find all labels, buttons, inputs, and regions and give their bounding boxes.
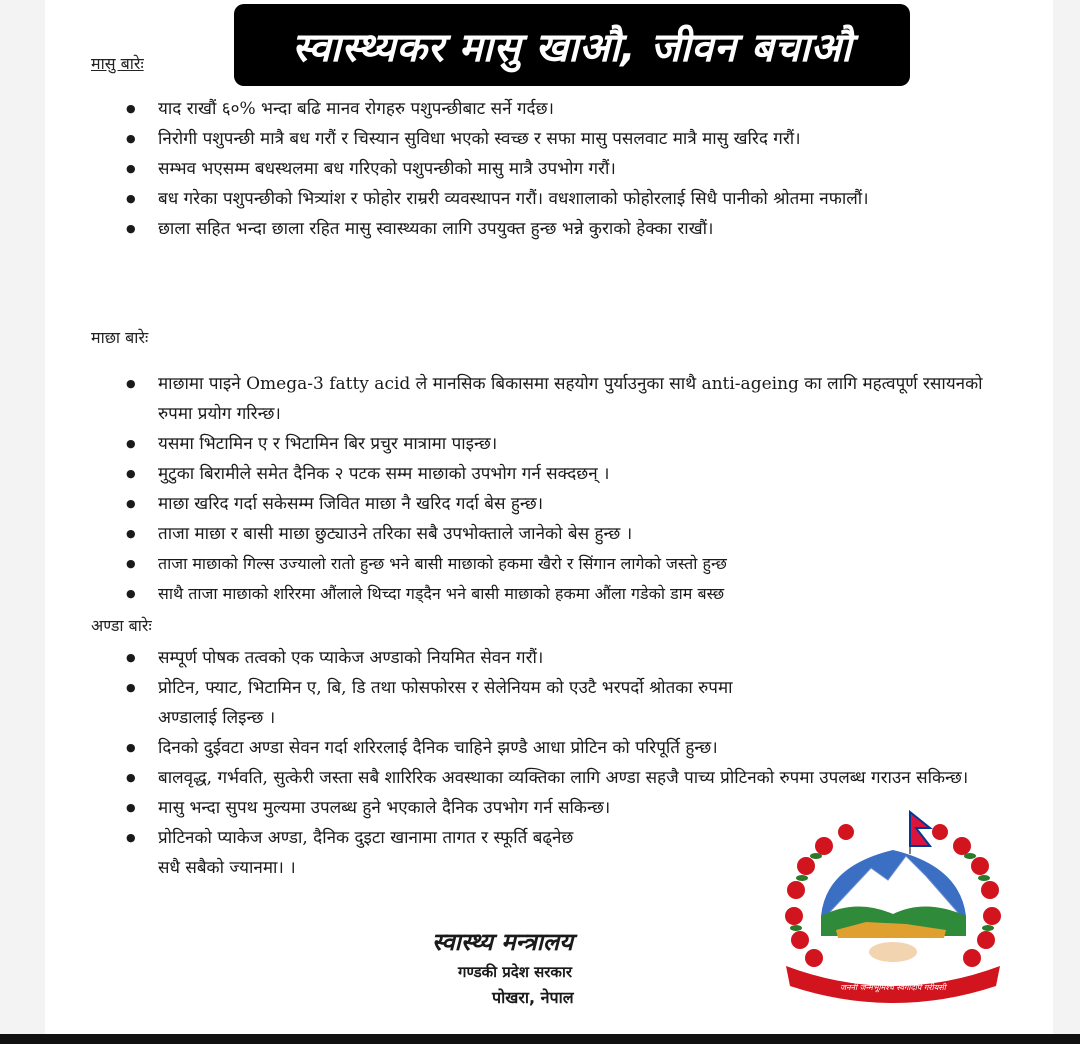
- meat-heading-text: मासु बारेः: [91, 54, 144, 73]
- list-item: ● मासु भन्दा सुपथ मुल्यमा उपलब्ध हुने भएकाले दैनिक उपभोग गर्न सकिन्छ।: [126, 793, 798, 823]
- list-item: ● यसमा भिटामिन ए र भिटामिन बिर प्रचुर मात्रामा पाइन्छ।: [126, 429, 1006, 459]
- fish-list: [126, 369, 1006, 609]
- list-item: ● निरोगी पशुपन्छी मात्रै बध गरौं र चिस्यान सुविधा भएको स्वच्छ र सफा मासु पसलवाट मात्रै मासु खरिद गरौं।: [126, 124, 1006, 154]
- list-item: ● प्रोटिनको प्याकेज अण्डा, दैनिक दुइटा खानामा तागत र स्फूर्ति बढ्नेछ सधै सबैको ज्यानमा। ।: [126, 823, 578, 883]
- egg-heading-text: अण्डा बारेः: [91, 616, 152, 635]
- list-item: ● माछा खरिद गर्दा सकेसम्म जिवित माछा नै खरिद गर्दा बेस हुन्छ।: [126, 489, 1006, 519]
- list-item: ● माछामा पाइने Omega-3 fatty acid ले मानसिक बिकासमा सहयोग पुर्याउनुका साथै anti-ageing का लागि महत्वपूर्ण रसायनको रुपमा प्रयोग गरिन्छ।: [126, 369, 1006, 429]
- fish-heading: [91, 326, 148, 348]
- list-item: ● दिनको दुईवटा अण्डा सेवन गर्दा शरिरलाई दैनिक चाहिने झण्डै आधा प्रोटिन को परिपूर्ति हुन्छ।: [126, 733, 996, 763]
- fish-heading-text: माछा बारेः: [91, 328, 149, 347]
- list-item: ● याद राखौं ६०% भन्दा बढि मानव रोगहरु पशुपन्छीबाट सर्ने गर्दछ।: [126, 94, 1006, 124]
- list-item: ● सम्पूर्ण पोषक तत्वको एक प्याकेज अण्डाको नियमित सेवन गरौं।: [126, 643, 996, 673]
- location: पोखरा, नेपाल: [492, 988, 574, 1007]
- handshake-icon: [869, 942, 917, 962]
- list-item: ● ताजा माछा र बासी माछा छुट्याउने तरिका सबै उपभोक्ताले जानेको बेस हुन्छ ।: [126, 519, 1006, 549]
- government-name: गण्डकी प्रदेश सरकार: [458, 963, 572, 981]
- list-item: ● मुटुका बिरामीले समेत दैनिक २ पटक सम्म माछाको उपभोग गर्न सक्दछन् ।: [126, 459, 1006, 489]
- banner-title: स्वास्थ्यकर मासु खाऔ, जीवन बचाऔ: [292, 24, 852, 71]
- ministry-name: स्वास्थ्य मन्त्रालय: [432, 928, 574, 956]
- bottom-bar: [0, 1034, 1080, 1044]
- nepal-coat-of-arms-icon: [776, 806, 1010, 1006]
- nepal-flag-icon: [910, 812, 930, 854]
- list-item: ● ताजा माछाको गिल्स उज्यालो रातो हुन्छ भने बासी माछाको हकमा खैरो र सिंगान लागेको जस्तो हुन्छ: [126, 549, 1006, 579]
- list-item: ● छाला सहित भन्दा छाला रहित मासु स्वास्थ्यका लागि उपयुक्त हुन्छ भन्ने कुराको हेक्का राखौं।: [126, 214, 1006, 244]
- meat-list: [126, 94, 1006, 244]
- list-item: ● बालवृद्ध, गर्भवति, सुत्केरी जस्ता सबै शारिरिक अवस्थाका व्यक्तिका लागि अण्डा सहजै पाच्य प्रोटिनको रुपमा उपलब्ध गराउन सकिन्छ।: [126, 763, 996, 793]
- title-banner: [234, 4, 910, 86]
- list-item: ● साथै ताजा माछाको शरिरमा औंलाले थिच्दा गड्दैन भने बासी माछाको हकमा औंला गडेको डाम बस्छ: [126, 579, 1006, 609]
- list-item: ● बध गरेका पशुपन्छीको भित्र्यांश र फोहोर राम्ररी व्यवस्थापन गरौं। वधशालाको फोहोरलाई सिधै पानीको श्रोतमा नफालौं।: [126, 184, 1006, 214]
- list-item: ● सम्भव भएसम्म बधस्थलमा बध गरिएको पशुपन्छीको मासु मात्रै उपभोग गरौं।: [126, 154, 1006, 184]
- meat-heading: [91, 52, 144, 74]
- egg-heading: [91, 614, 152, 636]
- emblem-motto: जननी जन्मभूमिश्च स्वर्गादपि गरीयसी: [840, 983, 946, 992]
- list-item: ● प्रोटिन, फ्याट, भिटामिन ए, बि, डि तथा फोसफोरस र सेलेनियम को एउटै भरपर्दो श्रोतका रुपमा अण्डालाई लिइन्छ ।: [126, 673, 778, 733]
